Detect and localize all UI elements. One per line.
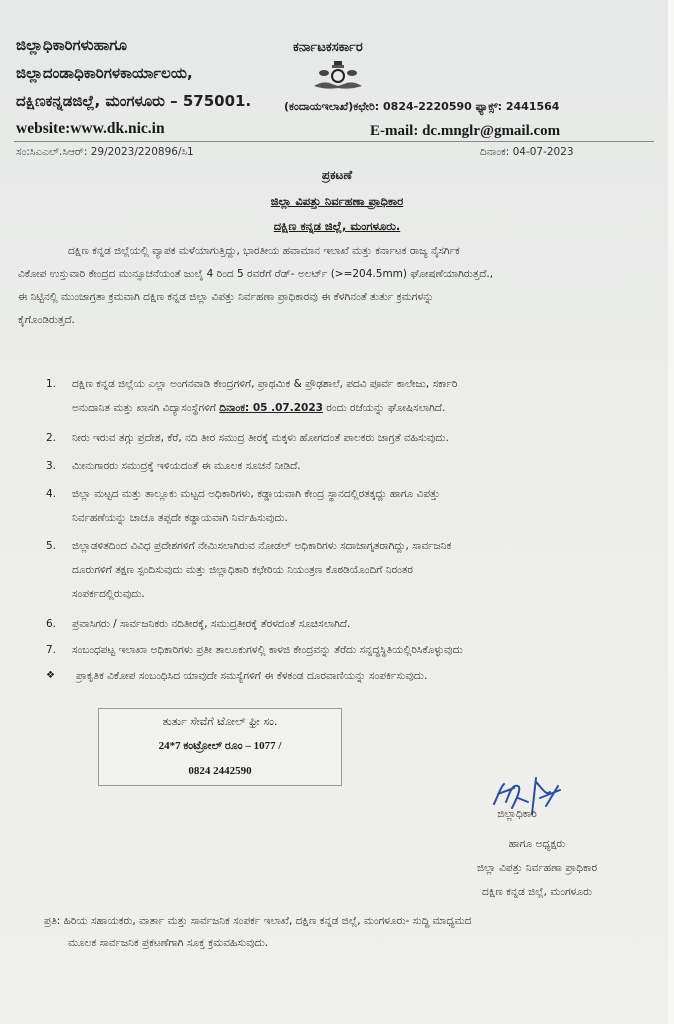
- intro-line: ಈ ನಿಟ್ಟಿನಲ್ಲಿ ಮುಂಜಾಗ್ರತಾ ಕ್ರಮವಾಗಿ ದಕ್ಷಿಣ ಕನ್ನಡ ಜಿಲ್ಲಾ ವಿಪತ್ತು ನಿರ್ವಹಣಾ ಪ್ರಾಧಿಕಾರವು ಈ ಕೆಳಗಿನಂತೆ ತುರ್ತು ಕ್ರಮಗಳನ್ನು: [18, 291, 434, 303]
- reference-number: ಸಂ:ಸಿಎಎಲ್.ಸಿಆರ್: 29/2023/220896/ಸಿ1: [16, 146, 194, 158]
- copy-to: [44, 910, 664, 954]
- copy-to-line: ಮೂಲಕ ಸಾರ್ವಜನಿಕ ಪ್ರಕಟಣೆಗಾಗಿ ಸೂಕ್ತ ಕ್ರಮವಹಿಸುವುದು.: [68, 937, 269, 949]
- item-text: ಜಿಲ್ಲಾ ಮಟ್ಟದ ಮತ್ತು ತಾಲ್ಲೂಕು ಮಟ್ಟದ ಅಧಿಕಾರಿಗಳು, ಕಡ್ಡಾಯವಾಗಿ ಕೇಂದ್ರ ಸ್ಥಾನದಲ್ಲಿರತಕ್ಕದ್ದು ಹಾಗೂ ವಿಪತ್ತು: [72, 488, 440, 500]
- email-link[interactable]: E-mail: dc.mnglr@gmail.com: [370, 123, 561, 139]
- item-number: 2.: [46, 432, 57, 444]
- signatory-line-3: ಜಿಲ್ಲಾ ವಿಪತ್ತು ನಿರ್ವಹಣಾ ಪ್ರಾಧಿಕಾರ: [476, 862, 598, 874]
- item-text: ಪ್ರಾಕೃತಿಕ ವಿಕೋಪ ಸಂಬಂಧಿಸಿದ ಯಾವುದೇ ಸಮಸ್ಯೆಗಳಿಗೆ ಈ ಕೆಳಕಂಡ ದೂರವಾಣಿಯನ್ನು ಸಂಪರ್ಕಿಸುವುದು.: [76, 670, 428, 682]
- copy-to-line: ಪ್ರತಿ: ಹಿರಿಯ ಸಹಾಯಕರು, ವಾರ್ತಾ ಮತ್ತು ಸಾರ್ವಜನಿಕ ಸಂಪರ್ಕ ಇಲಾಖೆ, ದಕ್ಷಿಣ ಕನ್ನಡ ಜಿಲ್ಲೆ, ಮಂಗಳೂರು- ಸುದ್ದಿ ಮಾಧ್ಯಮದ: [44, 915, 472, 927]
- item-text: ಪ್ರವಾಸಿಗರು / ಸಾರ್ವಜನಿಕರು ನದಿತೀರಕ್ಕೆ, ಸಮುದ್ರತೀರಕ್ಕೆ ತೆರಳದಂತೆ ಸೂಚಿಸಲಾಗಿದೆ.: [72, 618, 351, 630]
- item-text: ಸಂಪರ್ಕದಲ್ಲಿರುವುದು.: [72, 588, 145, 600]
- list-item: [46, 612, 658, 636]
- item-text: [72, 396, 658, 420]
- item-number: 3.: [46, 460, 57, 472]
- control-room-number: 24*7 ಕಂಟ್ರೋಲ್ ರೂಂ – 1077 /: [158, 740, 282, 752]
- office-line-1: ಜಿಲ್ಲಾಧಿಕಾರಿಗಳುಹಾಗೂ: [16, 36, 127, 54]
- bullet-icon: ❖: [46, 670, 55, 681]
- government-title: ಕರ್ನಾಟಕಸರ್ಕಾರ: [293, 40, 363, 55]
- page-edge: [668, 0, 674, 1024]
- item-number: 5.: [46, 540, 57, 552]
- item-text: ನೀರು ಇರುವ ತಗ್ಗು ಪ್ರದೇಶ, ಕೆರೆ, ನದಿ ತೀರ ಸಮುದ್ರ ತೀರಕ್ಕೆ ಮಕ್ಕಳು ಹೋಗದಂತೆ ಪಾಲಕರು ಜಾಗ್ರತೆ ವಹಿಸುವುದು.: [72, 432, 449, 444]
- signatory-line-2: ಹಾಗೂ ಅಧ್ಯಕ್ಷರು: [508, 838, 566, 850]
- list-item: [46, 454, 658, 478]
- signatory-designation: ಜಿಲ್ಲಾಧಿಕಾರಿ: [497, 808, 537, 820]
- signatory-line-4: ದಕ್ಷಿಣ ಕನ್ನಡ ಜಿಲ್ಲೆ, ಮಂಗಳೂರು: [482, 886, 592, 898]
- toll-free-box: [98, 708, 342, 786]
- issue-date: ದಿನಾಂಕ: 04-07-2023: [480, 146, 574, 158]
- phone-fax: (ಕಂದಾಯಇಲಾಖೆ)ಕಛೇರಿ: 0824-2220590 ಫ್ಯಾಕ್ಸ್: 2441564: [284, 100, 560, 113]
- intro-line: ಕೈಗೊಂಡಿರುತ್ತದೆ.: [18, 314, 75, 326]
- state-emblem-icon: [310, 60, 366, 94]
- office-address: ದಕ್ಷಿಣಕನ್ನಡಜಿಲ್ಲೆ, ಮಂಗಳೂರು – 575001.: [16, 92, 252, 110]
- item-text-part: ಅನುದಾನಿತ ಮತ್ತು ಖಾಸಗಿ ವಿದ್ಯಾಸಂಸ್ಥೆಗಳಿಗೆ: [72, 402, 220, 414]
- item-number: 7.: [46, 644, 57, 656]
- list-item: [46, 534, 658, 606]
- item-text: ದಕ್ಷಿಣ ಕನ್ನಡ ಜಿಲ್ಲೆಯ ಎಲ್ಲಾ ಅಂಗನವಾಡಿ ಕೇಂದ್ರಗಳಿಗೆ, ಪ್ರಾಥಮಿಕ & ಪ್ರೌಢಶಾಲೆ, ಪದವಿ ಪೂರ್ವ ಕಾಲೇಜು, ಸರ್ಕಾರಿ: [72, 378, 458, 390]
- header-divider: [14, 141, 654, 142]
- landline-number: 0824 2442590: [188, 765, 252, 777]
- holiday-date: ದಿನಾಂಕ: 05 .07.2023: [219, 402, 323, 414]
- intro-line: ದಕ್ಷಿಣ ಕನ್ನಡ ಜಿಲ್ಲೆಯಲ್ಲಿ ವ್ಯಾಪಕ ಮಳೆಯಾಗುತ್ತಿದ್ದು, ಭಾರತೀಯ ಹವಾಮಾನ ಇಲಾಖೆ ಮತ್ತು ಕರ್ನಾಟಕ ರಾಜ್ಯ ನೈಸರ್ಗಿಕ: [68, 245, 460, 257]
- authority-location: ದಕ್ಷಿಣ ಕನ್ನಡ ಜಿಲ್ಲೆ, ಮಂಗಳೂರು.: [273, 219, 401, 233]
- item-number: 1.: [46, 378, 57, 390]
- list-item: [46, 638, 658, 662]
- item-number: 6.: [46, 618, 57, 630]
- intro-line: ವಿಕೋಪ ಉಸ್ತುವಾರಿ ಕೇಂದ್ರದ ಮುನ್ಸೂಚನೆಯಂತೆ ಜುಲೈ 4 ರಿಂದ 5 ರವರೆಗೆ ರೆಡ್- ಅಲರ್ಟ್ (>=204.5mm) ಘೋಷಣೆಯಾಗಿರುತ್ತದೆ.,: [18, 268, 494, 280]
- authority-name: ಜಿಲ್ಲಾ ವಿಪತ್ತು ನಿರ್ವಹಣಾ ಪ್ರಾಧಿಕಾರ: [270, 194, 404, 208]
- list-item: [46, 372, 658, 420]
- item-number: 4.: [46, 488, 57, 500]
- item-text: ಮೀನುಗಾರರು ಸಮುದ್ರಕ್ಕೆ ಇಳಿಯದಂತೆ ಈ ಮೂಲಕ ಸೂಚನೆ ನೀಡಿದೆ.: [72, 460, 301, 472]
- toll-free-label: ತುರ್ತು ಸೇವೆಗೆ ಟೋಲ್ ಫ್ರೀ ಸಂ.: [162, 715, 278, 728]
- intro-paragraph: [18, 240, 658, 332]
- item-text-part: ರಂದು ರಜೆಯನ್ನು ಘೋಷಿಸಲಾಗಿದೆ.: [322, 402, 446, 414]
- list-item: [46, 482, 658, 530]
- item-text: ನಿರ್ವಹಣೆಯನ್ನು ಚಾಚೂ ತಪ್ಪದೇ ಕಡ್ಡಾಯವಾಗಿ ನಿರ್ವಹಿಸುವುದು.: [72, 512, 288, 524]
- item-text: ಜಿಲ್ಲಾಡಳಿತದಿಂದ ವಿವಿಧ ಪ್ರದೇಶಗಳಿಗೆ ನೇಮಿಸಲಾಗಿರುವ ನೋಡಲ್ ಅಧಿಕಾರಿಗಳು ಸದಾಜಾಗೃತರಾಗಿದ್ದು, ಸಾರ್ವಜನಿಕ: [72, 540, 452, 552]
- notice-title: ಪ್ರಕಟಣೆ: [321, 168, 353, 182]
- item-text: ಸಂಬಂಧಪಟ್ಟ ಇಲಾಖಾ ಅಧಿಕಾರಿಗಳು ಪ್ರತೀ ತಾಲೂಕುಗಳಲ್ಲಿ ಕಾಳಜಿ ಕೇಂದ್ರವನ್ನು ತೆರೆದು ಸನ್ನದ್ಧಸ್ಥಿತಿಯಲ್ಲಿರಿಸಿಕೊಳ್ಳುವುದು: [72, 644, 463, 656]
- list-item: [46, 426, 658, 450]
- list-item: [46, 664, 658, 688]
- website-link[interactable]: website:www.dk.nic.in: [16, 120, 165, 137]
- office-line-2: ಜಿಲ್ಲಾದಂಡಾಧಿಕಾರಿಗಳಕಾರ್ಯಾಲಯ,: [16, 64, 193, 82]
- item-text: ದೂರುಗಳಿಗೆ ತಕ್ಷಣ ಸ್ಪಂದಿಸುವುದು ಮತ್ತು ಜಿಲ್ಲಾಧಿಕಾರಿ ಕಛೇರಿಯ ನಿಯಂತ್ರಣ ಕೊಠಡಿಯೊಂದಿಗೆ ನಿರಂತರ: [72, 564, 413, 576]
